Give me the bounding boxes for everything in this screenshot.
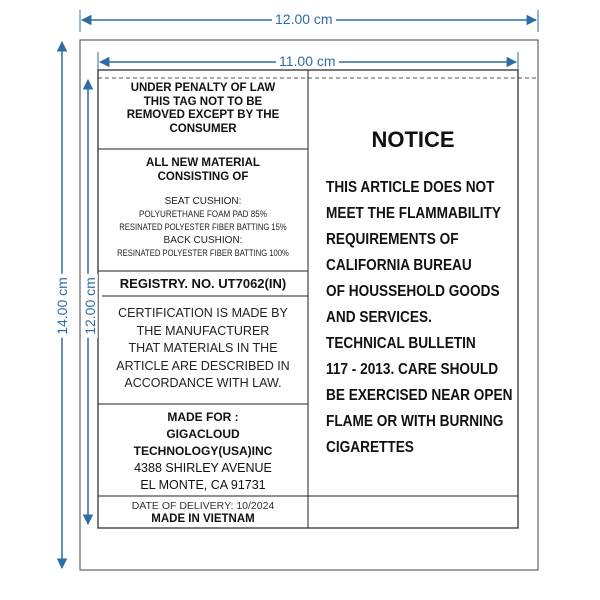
company-name: GIGACLOUD (166, 427, 240, 441)
made-for-block (100, 409, 306, 494)
notice-line: CALIFORNIA BUREAU (326, 257, 472, 274)
made-for-heading: MADE FOR : (167, 410, 239, 424)
inner-height-label: 12.00 cm (82, 274, 98, 338)
notice-text (326, 175, 513, 461)
notice-title: NOTICE (371, 127, 455, 152)
notice-line: 117 - 2013. CARE SHOULD (326, 361, 499, 378)
certification-statement: CERTIFICATION IS MADE BY THE MANUFACTURER THAT MATERIALS IN THE ARTICLE ARE DESCRIBED IN ACCORDANCE WITH LAW. (116, 306, 290, 390)
outer-width-label: 12.00 cm (272, 11, 336, 27)
delivery-date: DATE OF DELIVERY: 10/2024 (131, 500, 275, 512)
material-contents (100, 195, 306, 260)
notice-line: REQUIREMENTS OF (326, 231, 459, 248)
company-name: TECHNOLOGY(USA)INC (133, 444, 273, 458)
law-warning: UNDER PENALTY OF LAW THIS TAG NOT TO BE REMOVED EXCEPT BY THE CONSUMER (126, 82, 280, 135)
country-of-origin: MADE IN VIETNAM (151, 513, 255, 525)
address-line: EL MONTE, CA 91731 (140, 478, 266, 492)
material-line: RESINATED POLYESTER FIBER BATTING 100% (117, 248, 289, 258)
notice-line: FLAME OR WITH BURNING (326, 413, 504, 430)
material-line: RESINATED POLYESTER FIBER BATTING 15% (119, 222, 287, 232)
outer-height-label: 14.00 cm (54, 274, 70, 338)
material-line: SEAT CUSHION: (164, 196, 242, 207)
notice-line: CIGARETTES (326, 439, 414, 456)
material-line: BACK CUSHION: (163, 235, 243, 246)
inner-width-label: 11.00 cm (276, 53, 339, 69)
notice-line: MEET THE FLAMMABILITY (326, 205, 502, 222)
notice-line: TECHNICAL BULLETIN (326, 335, 476, 352)
address-line: 4388 SHIRLEY AVENUE (134, 461, 272, 475)
notice-line: THIS ARTICLE DOES NOT (326, 179, 495, 196)
notice-line: OF HOUSSEHOLD GOODS (326, 283, 500, 300)
notice-line: AND SERVICES. (326, 309, 432, 326)
registry-number: REGISTRY. NO. UT7062(IN) (119, 276, 287, 291)
material-line: POLYURETHANE FOAM PAD 85% (139, 209, 267, 219)
notice-line: BE EXERCISED NEAR OPEN (326, 387, 513, 404)
material-heading: ALL NEW MATERIAL CONSISTING OF (146, 157, 260, 183)
